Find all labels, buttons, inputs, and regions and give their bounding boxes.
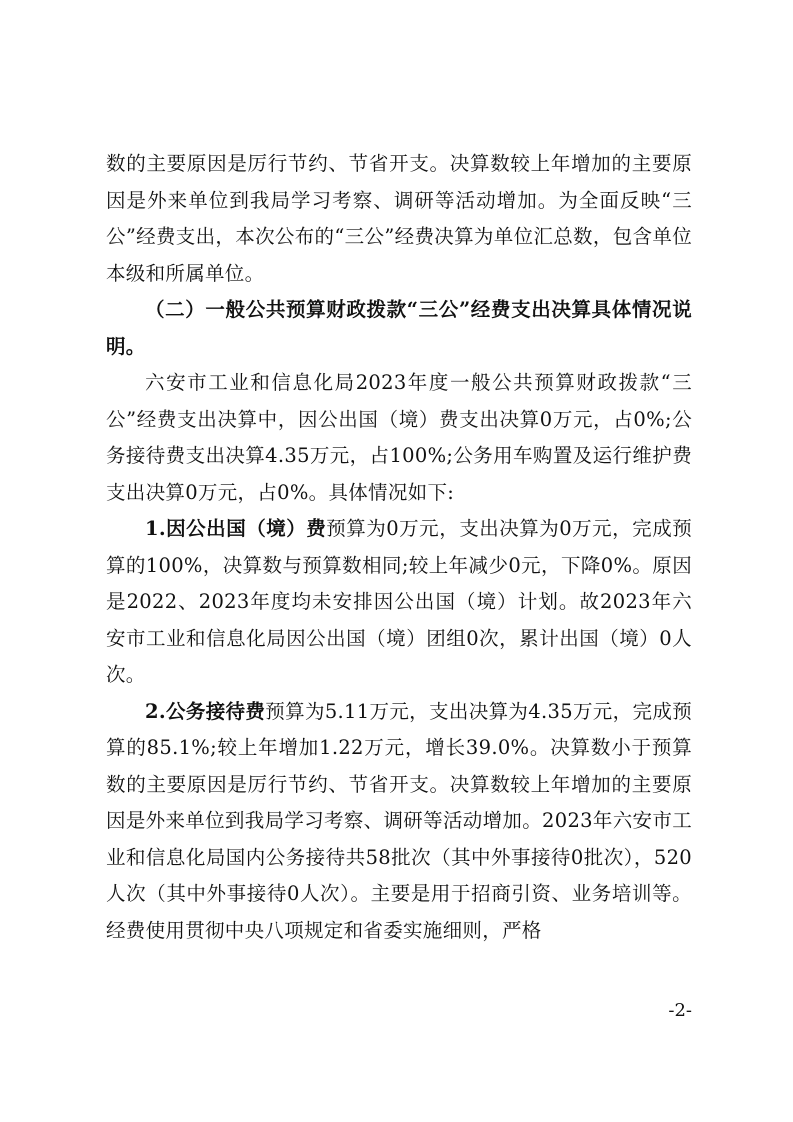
reception-expense-label: 2.公务接待费: [145, 699, 266, 723]
paragraph-overseas-expense: [106, 511, 692, 694]
page-number: -2-: [668, 1000, 692, 1021]
paragraph-summary: 六安市工业和信息化局2023年度一般公共预算财政拨款“三公”经费支出决算中，因公出国（境）费支出决算0万元，占0%;公务接待费支出决算4.35万元，占100%;公务用车购置及运行维护费支出决算0万元，占0%。具体情况如下:: [106, 371, 692, 504]
paragraph-reception-expense: [106, 694, 692, 950]
overseas-expense-label: 1.因公出国（境）费: [145, 517, 327, 540]
section-heading: （二）一般公共预算财政拨款“三公”经费支出决算具体情况说明。: [106, 298, 692, 358]
reception-expense-text: 预算为5.11万元，支出决算为4.35万元，完成预算的85.1%;较上年增加1.22万元，增长39.0%。决算数小于预算数的主要原因是厉行节约、节省开支。决算数较上年增加的主要原因是外来单位到我局学习考察、调研等活动增加。2023年六安市工业和信息化局国内公务接待共58批次（其中外事接待0批次），520人次（其中外事接待0人次）。主要是用于招商引资、业务培训等。经费使用贯彻中央八项规定和省委实施细则，严格: [106, 699, 692, 942]
paragraph-continuation: 数的主要原因是厉行节约、节省开支。决算数较上年增加的主要原因是外来单位到我局学习考察、调研等活动增加。为全面反映“三公”经费支出，本次公布的“三公”经费决算为单位汇总数，包含单位本级和所属单位。: [106, 152, 692, 285]
document-body: [106, 146, 692, 949]
overseas-expense-text: 预算为0万元，支出决算为0万元，完成预算的100%，决算数与预算数相同;较上年减少0元，下降0%。原因是2022、2023年度均未安排因公出国（境）计划。故2023年六安市工业和信息化局因公出国（境）团组0次，累计出国（境）0人次。: [106, 517, 692, 686]
